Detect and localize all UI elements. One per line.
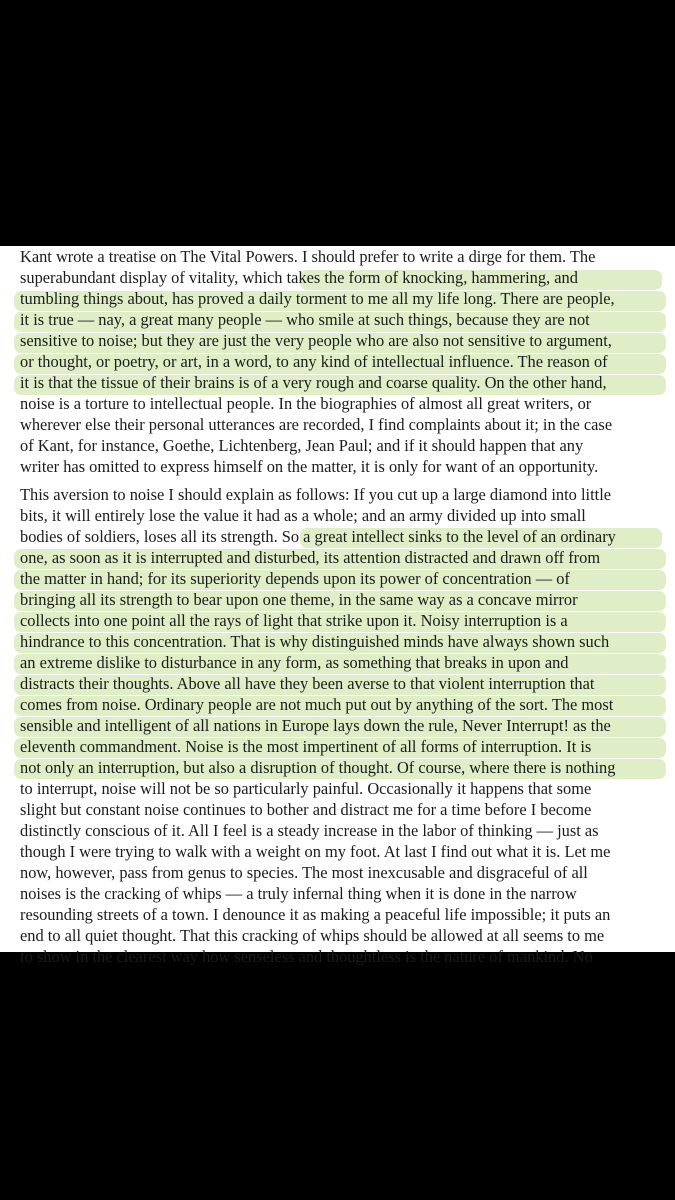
text-line: it is that the tissue of their brains is of a very rough and coarse quality. On the other hand, bbox=[20, 373, 607, 392]
text-line: tumbling things about, has proved a daily torment to me all my life long. There are people, bbox=[20, 289, 615, 308]
text-line: sensitive to noise; but they are just the very people who are also not sensitive to argument, bbox=[20, 331, 612, 350]
text-line: an extreme dislike to disturbance in any form, as something that breaks in upon and bbox=[20, 653, 569, 672]
text-line: though I were trying to walk with a weight on my foot. At last I find out what it is. Let me bbox=[20, 842, 611, 861]
text-line: slight but constant noise continues to bother and distract me for a time before I become bbox=[20, 800, 592, 819]
text-line: collects into one point all the rays of light that strike upon it. Noisy interruption is a bbox=[20, 611, 568, 630]
text-line: writer has omitted to express himself on the matter, it is only for want of an opportunity. bbox=[20, 457, 599, 476]
text-line: or thought, or poetry, or art, in a word, to any kind of intellectual influence. The reason of bbox=[20, 352, 608, 371]
text-line: hindrance to this concentration. That is why distinguished minds have always shown such bbox=[20, 632, 610, 651]
text-line: This aversion to noise I should explain as follows: If you cut up a large diamond into little bbox=[20, 485, 612, 504]
text-line: to show in the clearest way how senseless and thoughtless is the nature of mankind. No bbox=[20, 947, 593, 966]
text-line: distracts their thoughts. Above all have they been averse to that violent interruption that bbox=[20, 674, 595, 693]
text-line: distinctly conscious of it. All I feel is a steady increase in the labor of thinking — just as bbox=[20, 821, 599, 840]
text-line: the matter in hand; for its superiority depends upon its power of concentration — of bbox=[20, 569, 570, 588]
text-line: sensible and intelligent of all nations in Europe lays down the rule, Never Interrupt! as the bbox=[20, 716, 611, 735]
text-line: eleventh commandment. Noise is the most impertinent of all forms of interruption. It is bbox=[20, 737, 592, 756]
text-line: of Kant, for instance, Goethe, Lichtenberg, Jean Paul; and if it should happen that any bbox=[20, 436, 584, 455]
text-line: one, as soon as it is interrupted and disturbed, its attention distracted and drawn off from bbox=[20, 548, 601, 567]
text-line: noise is a torture to intellectual people. In the biographies of almost all great writers, or bbox=[20, 394, 592, 413]
book-page bbox=[0, 246, 675, 966]
text-line: bringing all its strength to bear upon one theme, in the same way as a concave mirror bbox=[20, 590, 578, 609]
text-line: wherever else their personal utterances are recorded, I find complaints about it; in the case bbox=[20, 415, 613, 434]
text-line: resounding streets of a town. I denounce it as making a peaceful life impossible; it puts an bbox=[20, 905, 611, 924]
text-line: Kant wrote a treatise on The Vital Powers. I should prefer to write a dirge for them. The bbox=[20, 247, 596, 266]
text-line: bodies of soldiers, loses all its strength. So a great intellect sinks to the level of an ordinary bbox=[20, 527, 616, 546]
text-line: noises is the cracking of whips — a truly infernal thing when it is done in the narrow bbox=[20, 884, 577, 903]
text-line: comes from noise. Ordinary people are not much put out by anything of the sort. The most bbox=[20, 695, 614, 714]
text-line: it is true — nay, a great many people — who smile at such things, because they are not bbox=[20, 310, 590, 329]
text-line: to interrupt, noise will not be so particularly painful. Occasionally it happens that some bbox=[20, 779, 592, 798]
text-line: not only an interruption, but also a disruption of thought. Of course, where there is nothing bbox=[20, 758, 616, 777]
text-line: now, however, pass from genus to species. The most inexcusable and disgraceful of all bbox=[20, 863, 588, 882]
text-line: superabundant display of vitality, which takes the form of knocking, hammering, and bbox=[20, 268, 578, 287]
text-line: bits, it will entirely lose the value it had as a whole; and an army divided up into small bbox=[20, 506, 586, 525]
text-line: end to all quiet thought. That this cracking of whips should be allowed at all seems to me bbox=[20, 926, 605, 945]
